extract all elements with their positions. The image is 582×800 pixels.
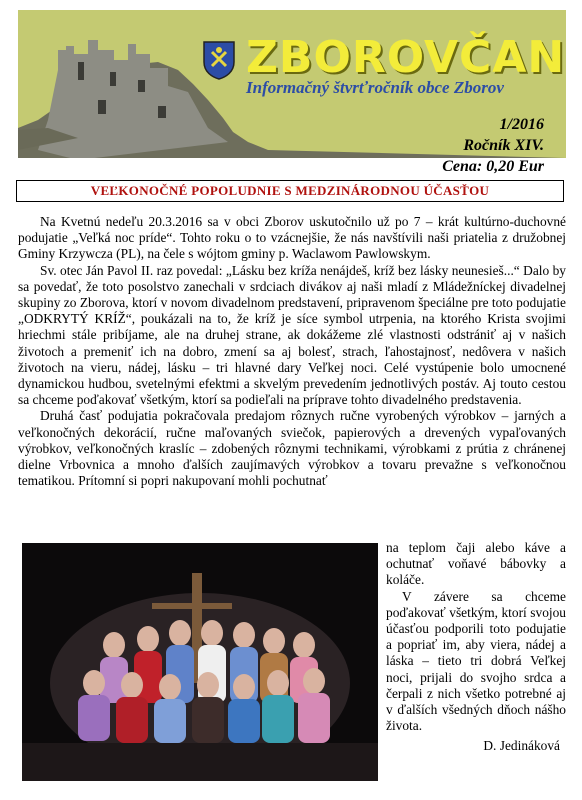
paragraph-1: Na Kvetnú nedeľu 20.3.2016 sa v obci Zborov uskutočnilo už po 7 – krát kultúrno-duchovné podujatie „Veľká noc príde“. Tohto roku o to vzácnejšie, že nás navštívili naši priatelia z družobnej Gminy Krzywcza (PL), na čele s wójtom gminy p. Waclawom Pawlowskym. bbox=[18, 214, 566, 262]
article-headline: VEĽKONOČNÉ POPOLUDNIE S MEDZINÁRODNOU ÚČASŤOU bbox=[16, 180, 564, 202]
article-body bbox=[18, 214, 566, 489]
price: Cena: 0,20 Eur bbox=[442, 158, 544, 175]
issue-info bbox=[442, 114, 544, 177]
masthead-banner bbox=[18, 10, 566, 175]
article-side-column bbox=[386, 540, 566, 734]
author-signature: D. Jedináková bbox=[483, 738, 560, 753]
coat-of-arms-icon bbox=[202, 40, 236, 80]
volume-number: Ročník XIV. bbox=[463, 137, 544, 154]
paragraph-3: Druhá časť podujatia pokračovala predajom rôznych ručne vyrobených výrobkov – jarných a veľkonočných dekorácií, ručne maľovaných sviečok, papierových a drevených vypaľovaných výrobkov, veľkonočných kraslíc – zdobených rôznymi technikami, výrobkami z prútia z chránenej dielne Vrbovnica a mnoho ďalších zaujímavých výrobkov a tovaru prevažne s veľkonočnou tematikou. Prítomní si popri nakupovaní mohli pochutnať bbox=[18, 408, 566, 489]
newsletter-title: ZBOROVČAN bbox=[246, 32, 566, 83]
stage-photo-illustration bbox=[22, 543, 378, 781]
theatre-group-photo bbox=[22, 543, 378, 781]
newsletter-subtitle: Informačný štvrťročník obce Zborov bbox=[246, 78, 504, 97]
paragraph-3-continued: na teplom čaji alebo káve a ochutnať voňavé bábovky a koláče. bbox=[386, 540, 566, 588]
issue-number: 1/2016 bbox=[499, 116, 544, 133]
paragraph-4: V závere sa chceme poďakovať všetkým, ktorí svojou účasťou podporili toto podujatie a popriať im, aby viera, nádej a láska – tieto tri dobrá Veľkej noci, prijali do svojho srdca a čerpali z nich všetko potrebné aj v ďalších všedných dňoch nášho života. bbox=[386, 588, 566, 734]
paragraph-2: Sv. otec Ján Pavol II. raz povedal: „Lásku bez kríža nenájdeš, kríž bez lásky neunesieš...“ Dalo by sa povedať, že toto posolstvo zanechali v srdciach divákov aj naši mladí z Mládežníckej divadelnej skupiny zo Zborova, ktorí v novom divadelnom predstavení, pripravenom špeciálne pre toto podujatie „ODKRYTÝ KRÍŽ“, poukázali na to, že kríž je síce symbol utrpenia, na ktorého Krista svojimi hriechmi stále pribíjame, ale na druhej strane, ak dokážeme zlé vlastnosti odstrániť aj v našich životoch a premeniť ich na dobro, zmení sa aj bolesť, strach, ľahostajnosť, nedôvera v našich životoch na vieru, nádej, lásku – tri hlavné dary Veľkej noci. Celé vystúpenie bolo umocnené dynamickou hudbou, svetelnými efektmi a skvelým prevedením jednotlivých postáv. Aj touto cestou sa chceme poďakovať všetkým, ktorí sa podieľali na príprave tohto divadelného predstavenia. bbox=[18, 262, 566, 408]
